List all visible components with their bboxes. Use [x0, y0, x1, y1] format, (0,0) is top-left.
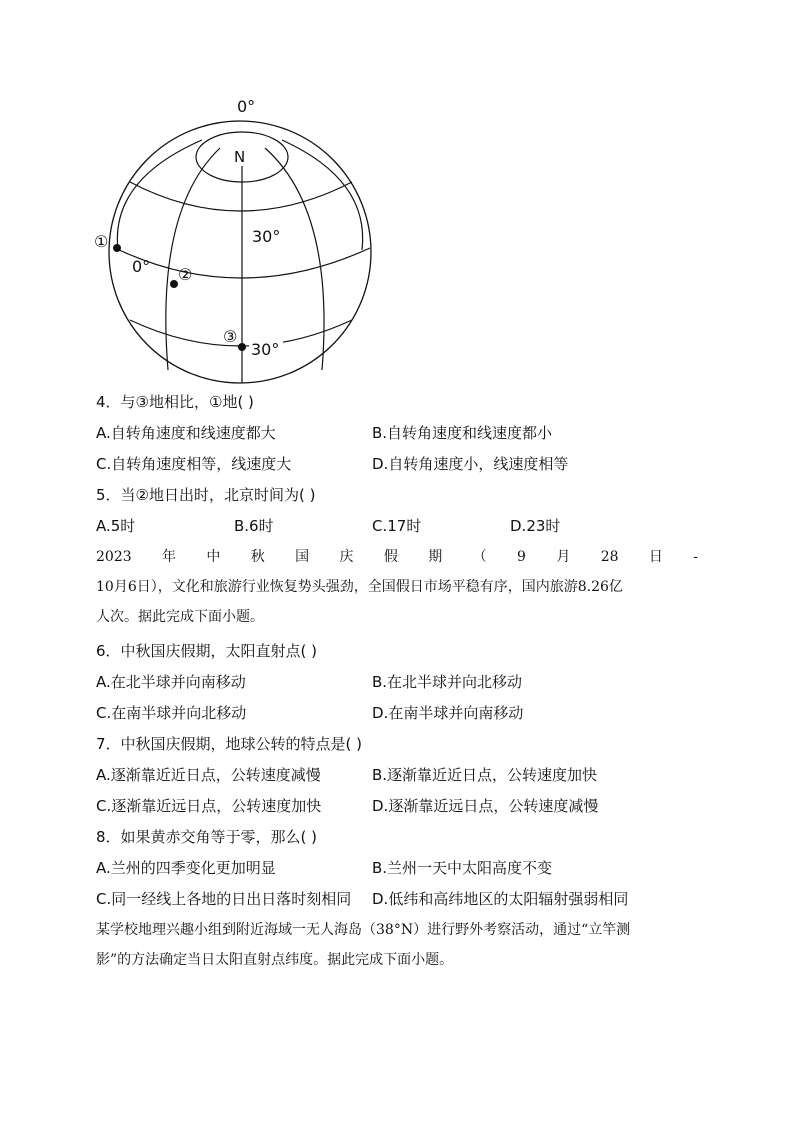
q5-option-b[interactable]: B.6时	[234, 517, 274, 535]
passage-word: 秋	[250, 549, 265, 565]
q4-option-b[interactable]: B.自转角速度和线速度都小	[372, 424, 553, 442]
point-2-marker	[170, 280, 178, 288]
meridian-line	[265, 148, 324, 370]
passage-word: 28	[600, 549, 619, 565]
q5-option-d[interactable]: D.23时	[510, 517, 561, 535]
passage-word: 期	[428, 549, 443, 565]
q7-option-d[interactable]: D.逐渐靠近远日点，公转速度减慢	[372, 797, 599, 815]
passage-2-line-2: 影”的方法确定当日太阳直射点纬度。据此完成下面小题。	[96, 952, 454, 968]
question-5-stem: 5．当②地日出时，北京时间为( )	[96, 486, 316, 504]
latitude-south-30-label: 30°	[251, 340, 280, 359]
passage-word: 月	[556, 549, 571, 565]
q5-option-c[interactable]: C.17时	[372, 517, 422, 535]
point-1-marker	[113, 244, 121, 252]
passage-word: 2023	[96, 549, 132, 565]
question-7-stem: 7．中秋国庆假期，地球公转的特点是( )	[96, 735, 363, 753]
latitude-line-30s	[130, 320, 352, 346]
passage-word: 年	[162, 549, 177, 565]
point-2-label: ②	[178, 265, 193, 284]
passage-1	[96, 547, 698, 627]
q7-option-b[interactable]: B.逐渐靠近近日点，公转速度加快	[372, 766, 598, 784]
passage-word: 中	[206, 549, 221, 565]
question-6-stem: 6．中秋国庆假期，太阳直射点( )	[96, 642, 318, 660]
question-8-stem: 8．如果黄赤交角等于零，那么( )	[96, 828, 318, 846]
q6-option-b[interactable]: B.在北半球并向北移动	[372, 673, 523, 691]
q6-option-d[interactable]: D.在南半球并向南移动	[372, 704, 524, 722]
q8-option-b[interactable]: B.兰州一天中太阳高度不变	[372, 859, 553, 877]
point-3-label: ③	[223, 327, 238, 346]
passage-2-line-1: 某学校地理兴趣小组到附近海域一无人海岛（38°N）进行野外考察活动，通过“立竿测	[96, 922, 631, 938]
latitude-line-30n	[130, 182, 352, 211]
q7-option-c[interactable]: C.逐渐靠近远日点，公转速度加快	[96, 797, 322, 815]
top-degree-label: 0°	[237, 97, 256, 116]
q4-option-a[interactable]: A.自转角速度和线速度都大	[96, 424, 276, 442]
q4-option-d[interactable]: D.自转角速度小，线速度相等	[372, 455, 569, 473]
point-1-label: ①	[94, 232, 109, 251]
q6-option-c[interactable]: C.在南半球并向北移动	[96, 704, 247, 722]
passage-word: 日	[648, 549, 663, 565]
q8-option-a[interactable]: A.兰州的四季变化更加明显	[96, 859, 276, 877]
question-4-stem: 4．与③地相比，①地( )	[96, 393, 254, 411]
q8-option-c[interactable]: C.同一经线上各地的日出日落时刻相同	[96, 890, 352, 908]
q8-option-d[interactable]: D.低纬和高纬地区的太阳辐射强弱相同	[372, 890, 629, 908]
passage-1-line-2: 10月6日），文化和旅游行业恢复势头强劲，全国假日市场平稳有序，国内旅游8.26亿	[96, 579, 623, 595]
passage-word: （	[472, 549, 487, 565]
passage-1-line-3: 人次。据此完成下面小题。	[96, 609, 264, 625]
passage-word: 国	[295, 549, 310, 565]
passage-word: 庆	[339, 549, 354, 565]
passage-word: 9	[517, 549, 526, 565]
latitude-30-label: 30°	[252, 227, 281, 246]
q6-option-a[interactable]: A.在北半球并向南移动	[96, 673, 246, 691]
passage-word: 假	[383, 549, 398, 565]
q7-option-a[interactable]: A.逐渐靠近近日点，公转速度减慢	[96, 766, 321, 784]
passage-2	[96, 920, 698, 970]
passage-1-line-1	[96, 547, 698, 567]
globe-diagram	[90, 90, 390, 390]
point-3-marker	[238, 343, 246, 351]
pole-label: N	[234, 148, 246, 166]
q4-option-c[interactable]: C.自转角速度相等，线速度大	[96, 455, 292, 473]
passage-word: -	[693, 549, 698, 565]
q5-option-a[interactable]: A.5时	[96, 517, 136, 535]
equator-degree-label: 0°	[132, 257, 151, 276]
